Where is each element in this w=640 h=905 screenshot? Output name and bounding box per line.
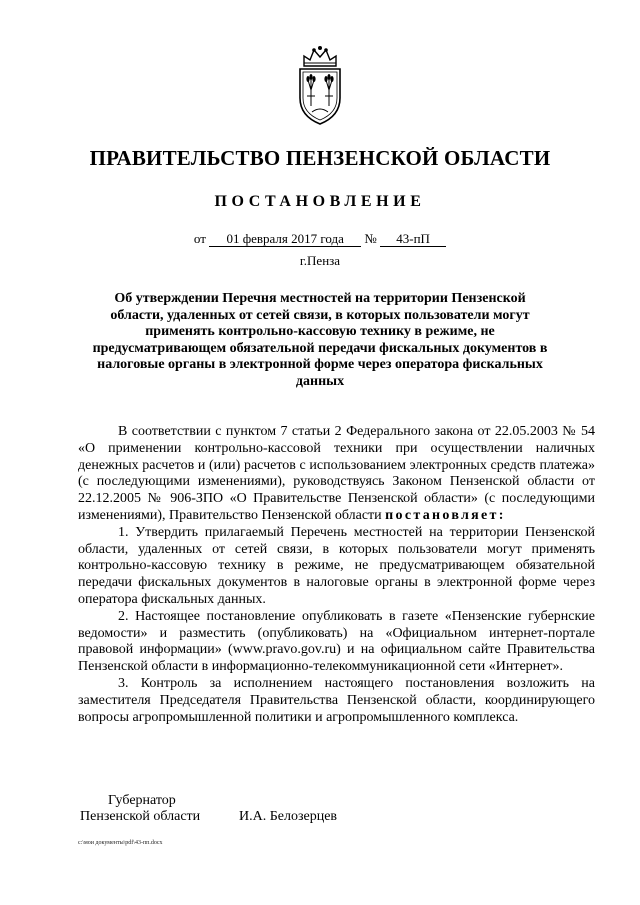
document-type: ПОСТАНОВЛЕНИЕ xyxy=(214,193,426,210)
date-prefix: от xyxy=(193,231,206,246)
file-path-footer: c:\мои документы\pdf\43-пп.docx xyxy=(78,840,163,846)
preamble-paragraph xyxy=(78,424,595,525)
city: г.Пенза xyxy=(299,253,341,268)
signatory-title: Губернатор xyxy=(108,793,176,808)
decree-word: постановляет xyxy=(385,507,499,523)
document-date: 01 февраля 2017 года xyxy=(209,232,361,247)
item-2: 2. Настоящее постановление опубликовать в газете «Пензенские губернские ведомости» и разместить (опубликовать) на «Официальном интернет-портале правовой информации» (www.pravo.gov.ru) и на официальном сайте Правительства Пензенской области в информационно-телекоммуникационной сети «Интернет». xyxy=(78,608,595,675)
item-1: 1. Утвердить прилагаемый Перечень местностей на территории Пензенской области, удаленных от сетей связи, в которых пользователи могут применять контрольно-кассовую технику в режиме, не предусматривающем обязательной передачи фискальных документов в налоговые органы в электронной форме через оператора фискальных данных. xyxy=(78,524,595,607)
decree-colon: : xyxy=(498,507,504,523)
signatory-region: Пензенской области xyxy=(80,809,201,824)
document-body xyxy=(78,424,595,726)
document-number: 43-пП xyxy=(380,232,446,247)
document-title: Об утверждении Перечня местностей на территории Пензенской области, удаленных от сетей связи, в которых пользователи могут применять контрольно-кассовую технику в режиме, не предусматривающем обязательной передачи фискальных документов в налоговые органы в электронной форме через оператора фискальных данных xyxy=(92,291,548,389)
date-number-line xyxy=(0,231,640,247)
penza-coat-of-arms-icon xyxy=(290,44,350,128)
preamble-text: В соответствии с пунктом 7 статьи 2 Федерального закона от 22.05.2003 № 54 «О применении контрольно-кассовой техники при осуществлении наличных денежных расчетов и (или) расчетов с использованием электронных средств платежа» (с последующими изменениями), руководствуясь Законом Пензенской области от 22.12.2005 № 906-ЗПО «О Правительстве Пензенской области» (с последующими изменениями), Правительство Пензенской области xyxy=(78,424,595,523)
item-3: 3. Контроль за исполнением настоящего постановления возложить на заместителя Председателя Правительства Пензенской области, координирующего вопросы агропромышленной политики и агропромышленного комплекса. xyxy=(78,675,595,725)
number-label: № xyxy=(364,231,377,246)
signatory-name: И.А. Белозерцев xyxy=(239,809,338,824)
organization-name: ПРАВИТЕЛЬСТВО ПЕНЗЕНСКОЙ ОБЛАСТИ xyxy=(89,146,551,170)
